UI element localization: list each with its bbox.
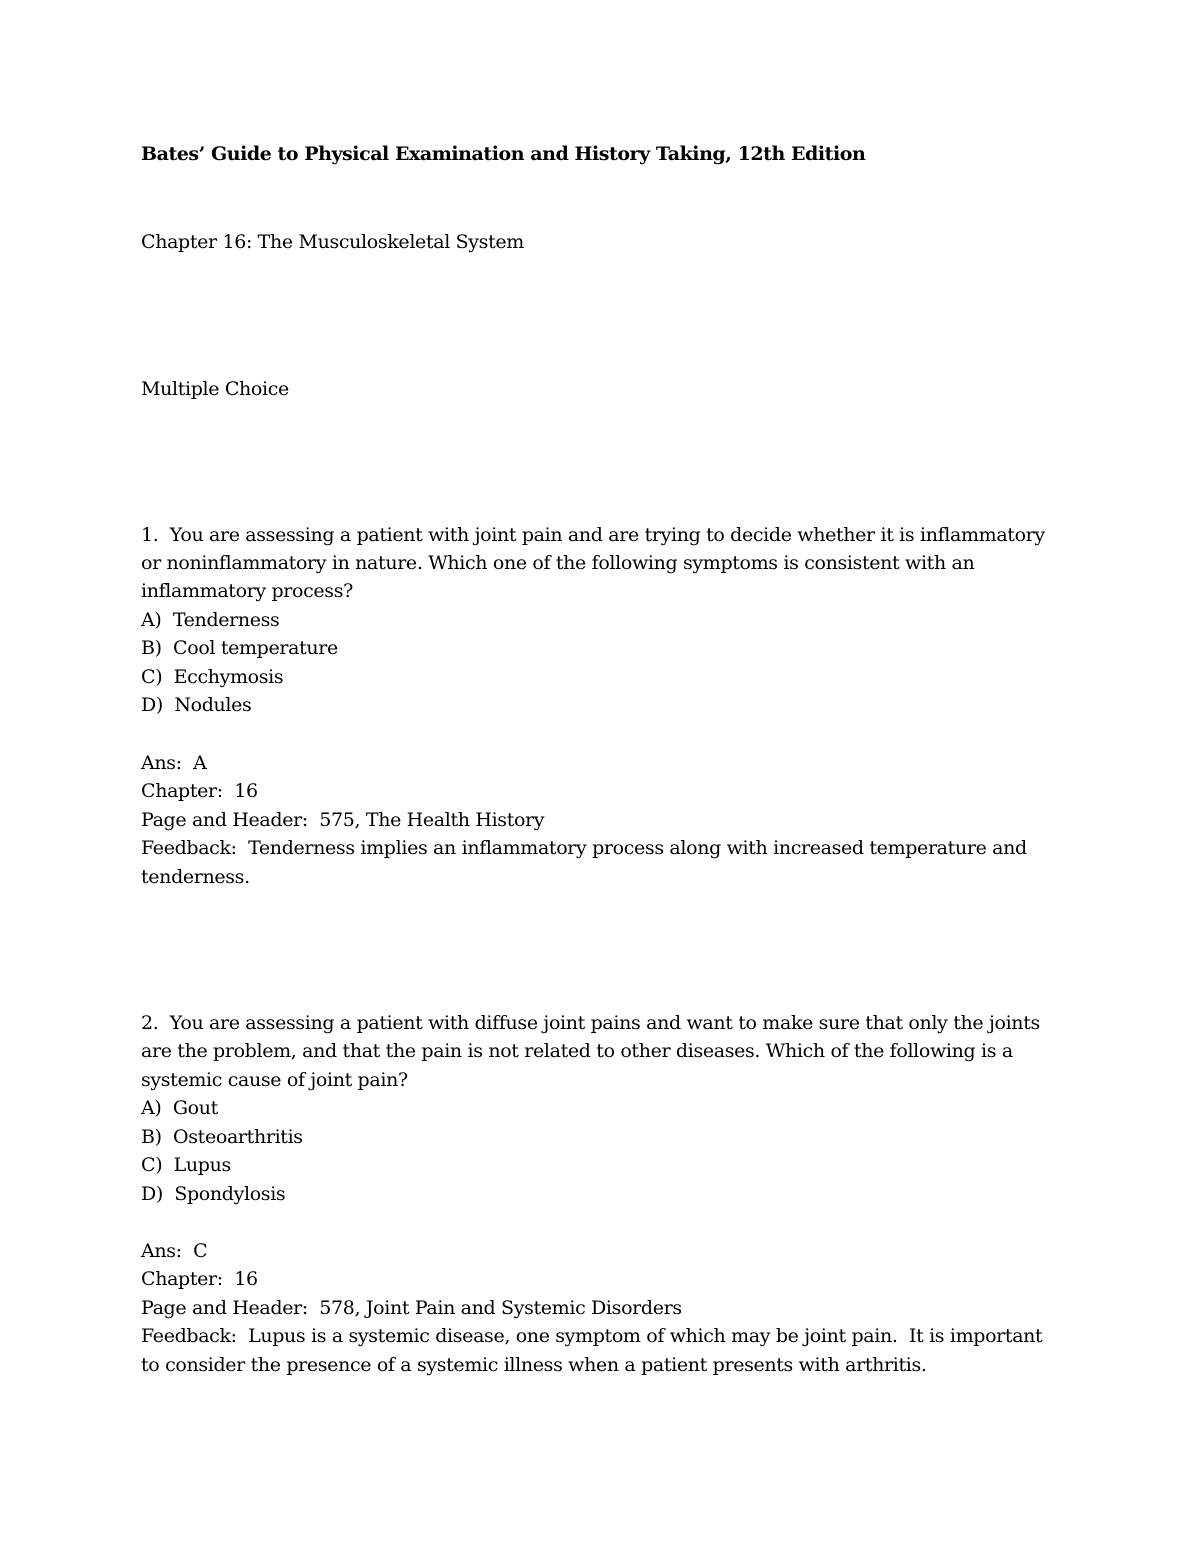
question-stem-line: inflammatory process? <box>141 580 353 602</box>
question-stem-line: systemic cause of joint pain? <box>141 1069 408 1091</box>
feedback-line: Feedback: Lupus is a systemic disease, one symptom of which may be joint pain. It is important <box>141 1325 1043 1347</box>
answer-chapter: Chapter: 16 <box>141 1268 258 1290</box>
answer-option-d: D) Spondylosis <box>141 1183 286 1205</box>
page-and-header: Page and Header: 575, The Health History <box>141 809 545 831</box>
answer-option-c: C) Lupus <box>141 1154 231 1176</box>
answer-chapter: Chapter: 16 <box>141 780 258 802</box>
question-stem-line: 2. You are assessing a patient with diffuse joint pains and want to make sure that only the joints <box>141 1012 1040 1034</box>
answer-option-a: A) Tenderness <box>141 609 280 631</box>
answer-option-c: C) Ecchymosis <box>141 666 284 688</box>
question-stem-line: 1. You are assessing a patient with joint pain and are trying to decide whether it is inflammatory <box>141 524 1045 546</box>
question-stem-line: are the problem, and that the pain is not related to other diseases. Which of the following is a <box>141 1040 1013 1062</box>
document-title: Bates’ Guide to Physical Examination and History Taking, 12th Edition <box>141 143 866 165</box>
answer-option-a: A) Gout <box>141 1097 218 1119</box>
feedback-line: to consider the presence of a systemic illness when a patient presents with arthritis. <box>141 1354 927 1376</box>
section-heading: Multiple Choice <box>141 378 289 400</box>
answer-option-b: B) Cool temperature <box>141 637 338 659</box>
answer-key: Ans: A <box>141 752 207 774</box>
feedback-line: Feedback: Tenderness implies an inflammatory process along with increased temperature and <box>141 837 1027 859</box>
chapter-heading: Chapter 16: The Musculoskeletal System <box>141 231 524 253</box>
answer-key: Ans: C <box>141 1240 208 1262</box>
answer-option-b: B) Osteoarthritis <box>141 1126 303 1148</box>
feedback-line: tenderness. <box>141 866 250 888</box>
question-stem-line: or noninflammatory in nature. Which one of the following symptoms is consistent with an <box>141 552 975 574</box>
page-and-header: Page and Header: 578, Joint Pain and Systemic Disorders <box>141 1297 682 1319</box>
answer-option-d: D) Nodules <box>141 694 252 716</box>
